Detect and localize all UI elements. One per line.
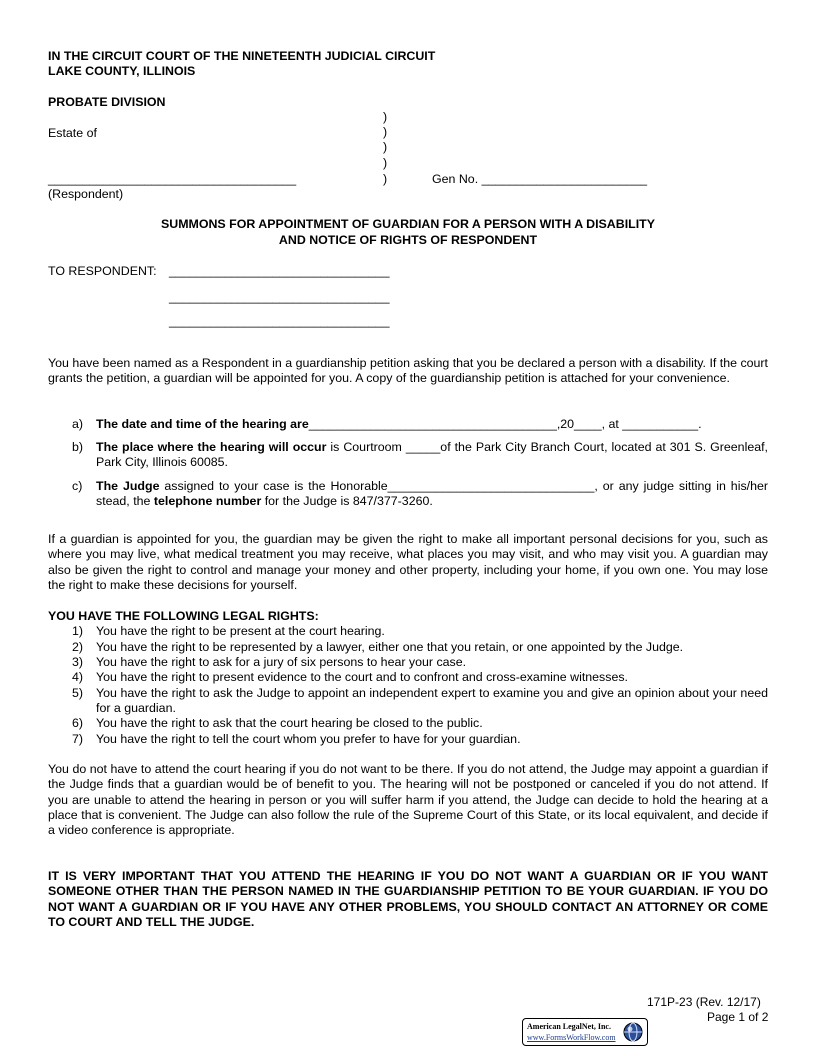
right-number: 5) bbox=[72, 686, 84, 700]
respondent-label: (Respondent) bbox=[48, 187, 124, 201]
caption-paren: ) bbox=[383, 156, 388, 170]
telephone-label: telephone number bbox=[153, 494, 262, 509]
right-item: You have the right to ask for a jury of six persons to hear your case. bbox=[96, 655, 467, 669]
right-item: You have the right to present evidence to the court and to confront and cross-examine witnesses. bbox=[96, 670, 628, 684]
gen-no-field[interactable]: Gen No. ________________________ bbox=[432, 172, 647, 186]
globe-icon bbox=[623, 1022, 643, 1042]
respondent-address-line[interactable]: ________________________________ bbox=[169, 314, 390, 328]
respondent-address-line[interactable]: ________________________________ bbox=[169, 290, 390, 304]
right-item: You have the right to ask that the court hearing be closed to the public. bbox=[96, 716, 483, 730]
right-item: You have the right to ask the Judge to appoint an independent expert to examine you and give an opinion about your need for a guardian. bbox=[96, 686, 768, 716]
respondent-address-line[interactable]: ________________________________ bbox=[169, 264, 390, 278]
item-marker: a) bbox=[72, 417, 84, 431]
hearing-place-text: is Courtroom _____of the Park City Branch Court, located at 301 S. Greenleaf, Park City, Illinois 60085. bbox=[96, 440, 768, 470]
right-item: You have the right to be present at the court hearing. bbox=[96, 624, 385, 638]
rights-heading: YOU HAVE THE FOLLOWING LEGAL RIGHTS: bbox=[48, 609, 319, 623]
hearing-place-label: The place where the hearing will occur bbox=[96, 440, 327, 454]
right-number: 3) bbox=[72, 655, 84, 669]
hearing-date-item bbox=[96, 417, 702, 432]
caption-paren: ) bbox=[383, 125, 388, 139]
hearing-place-item bbox=[96, 440, 768, 471]
county-name: LAKE COUNTY, ILLINOIS bbox=[48, 64, 196, 78]
judge-item bbox=[96, 479, 768, 510]
document-title: SUMMONS FOR APPOINTMENT OF GUARDIAN FOR A PERSON WITH A DISABILITY bbox=[160, 217, 655, 231]
logo-company: American LegalNet, Inc. bbox=[527, 1022, 611, 1031]
publisher-logo bbox=[522, 1018, 648, 1046]
item-marker: b) bbox=[72, 440, 84, 454]
right-number: 4) bbox=[72, 670, 84, 684]
judge-text: assigned to your case is the Honorable______________________________, or any judge sitting in his/her stead, the bbox=[96, 479, 768, 509]
logo-url[interactable]: www.FormsWorkFlow.com bbox=[527, 1033, 616, 1042]
judge-label: The Judge bbox=[96, 479, 160, 493]
attendance-paragraph: You do not have to attend the court hearing if you do not want to be there. If you do not attend, the Judge may appoint a guardian if the Judge finds that a guardian would be of benefit to you. The hearing will not be postponed or canceled if you do not attend. If you are unable to attend the hearing in person or you will suffer harm if you attend, the Judge can decide to hold the hearing at a place that is convenient. The Judge can also follow the rule of the Supreme Court of this State, or its local equivalent, and decide if a video conference is appropriate. bbox=[48, 762, 768, 838]
right-number: 2) bbox=[72, 640, 84, 654]
item-marker: c) bbox=[72, 479, 83, 493]
right-number: 6) bbox=[72, 716, 84, 730]
hearing-date-field[interactable]: ____________________________________,20____, at ___________. bbox=[308, 417, 702, 431]
right-item: You have the right to tell the court whom you prefer to have for your guardian. bbox=[96, 732, 521, 746]
intro-paragraph: You have been named as a Respondent in a guardianship petition asking that you be declared a person with a disability. If the court grants the petition, a guardian will be appointed for you. A copy of the guardianship petition is attached for your convenience. bbox=[48, 356, 768, 386]
court-name: IN THE CIRCUIT COURT OF THE NINETEENTH JUDICIAL CIRCUIT bbox=[48, 49, 436, 63]
form-number: 171P-23 (Rev. 12/17) bbox=[647, 995, 761, 1009]
guardian-paragraph: If a guardian is appointed for you, the guardian may be given the right to make all important personal decisions for you, such as where you may live, what medical treatment you may receive, what places you may visit, and who may visit you. A guardian may also be given the right to control and manage your money and other property, including your home, if you own one. You may lose the right to make these decisions for yourself. bbox=[48, 532, 768, 592]
caption-paren: ) bbox=[383, 110, 388, 124]
caption-paren: ) bbox=[383, 140, 388, 154]
hearing-date-label: The date and time of the hearing are bbox=[96, 417, 309, 431]
telephone-text: for the Judge is 847/377-3260. bbox=[261, 494, 433, 509]
to-respondent-label: TO RESPONDENT: bbox=[48, 264, 157, 278]
division-name: PROBATE DIVISION bbox=[48, 95, 166, 109]
right-item: You have the right to be represented by a lawyer, either one that you retain, or one appointed by the Judge. bbox=[96, 640, 684, 654]
respondent-name-line[interactable]: ____________________________________ bbox=[48, 172, 297, 186]
right-number: 7) bbox=[72, 732, 84, 746]
right-number: 1) bbox=[72, 624, 84, 638]
caption-paren: ) bbox=[383, 172, 388, 186]
document-subtitle: AND NOTICE OF RIGHTS OF RESPONDENT bbox=[278, 233, 538, 247]
page-number: Page 1 of 2 bbox=[707, 1010, 769, 1024]
warning-paragraph: IT IS VERY IMPORTANT THAT YOU ATTEND THE HEARING IF YOU DO NOT WANT A GUARDIAN OR IF YOU WANT SOMEONE OTHER THAN THE PERSON NAMED IN THE GUARDIANSHIP PETITION TO BE YOUR GUARDIAN. IF YOU DO NOT WANT A GUARDIAN OR IF YOU HAVE ANY OTHER PROBLEMS, YOU SHOULD CONTACT AN ATTORNEY OR COME TO COURT AND TELL THE JUDGE. bbox=[48, 869, 768, 930]
estate-label: Estate of bbox=[48, 126, 97, 140]
